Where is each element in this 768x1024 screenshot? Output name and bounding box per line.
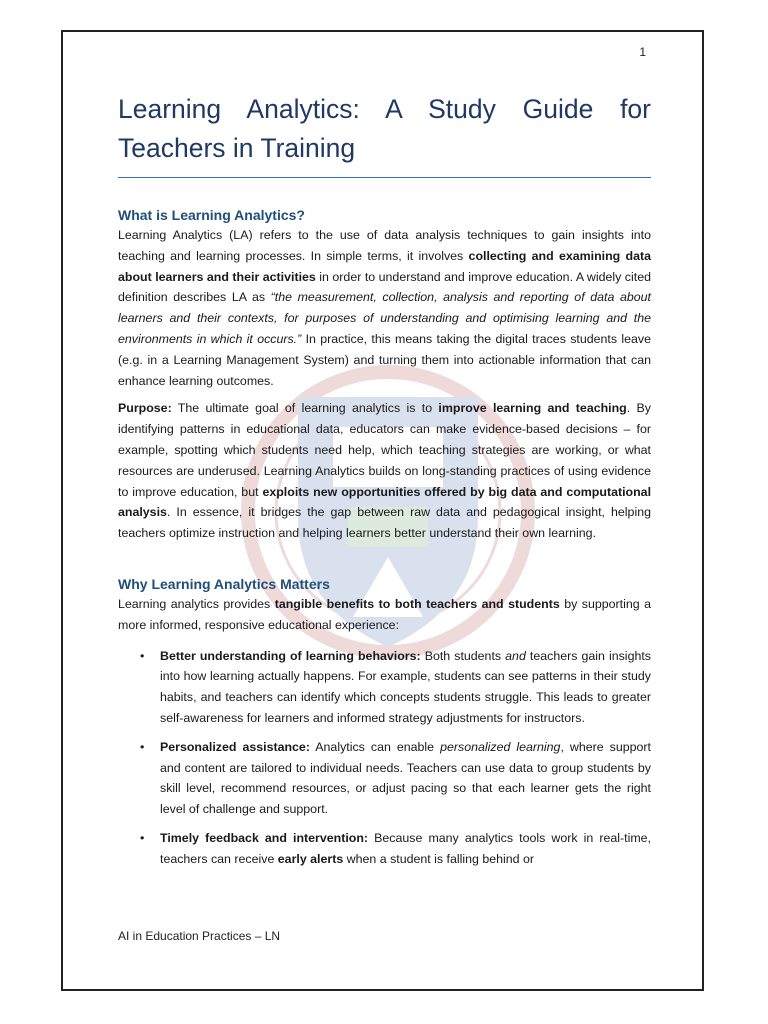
list-item xyxy=(140,828,651,870)
bullet-icon: • xyxy=(140,830,145,845)
list-item xyxy=(140,646,651,729)
paragraph-definition: Learning Analytics (LA) refers to the use of data analysis techniques to gain insights into teaching and learning processes. In simple terms, it involves collecting and examining data about learners and their activities in order to understand and improve education. A widely cited definition describes LA as “the measurement, collection, analysis and reporting of data about learners and their contexts, for purposes of understanding and optimising learning and the environments in which it occurs.” In practice, this means taking the digital traces students leave (e.g. in a Learning Management System) and turning them into actionable information that can enhance learning outcomes. xyxy=(118,228,651,388)
list-item-text: Better understanding of learning behaviors: Both students and teachers gain insights into how learning actually happens. For example, students can see patterns in their study habits, and teachers can identify which concepts students struggle. This leads to greater self-awareness for learners and informed strategy adjustments for instructors. xyxy=(160,648,651,725)
paragraph-purpose: Purpose: The ultimate goal of learning analytics is to improve learning and teaching. By identifying patterns in educational data, educators can make evidence-based decisions – for example, spotting which students need help, which teaching strategies are working, or what resources are underused. Learning Analytics builds on long-standing practices of using evidence to improve education, but exploits new opportunities offered by big data and computational analysis. In essence, it bridges the gap between raw data and pedagogical insight, helping teachers optimize instruction and helping learners better understand their own learning. xyxy=(118,401,652,541)
document-page xyxy=(61,30,704,991)
page-footer: AI in Education Practices – LN xyxy=(118,929,281,943)
section-heading-what-is-la: What is Learning Analytics? xyxy=(118,207,305,223)
document-title: Learning Analytics: A Study Guide for Teachers in Training xyxy=(118,94,651,163)
paragraph-benefits-intro: Learning analytics provides tangible benefits to both teachers and students by supporting a more informed, responsive educational experience: xyxy=(118,596,651,632)
benefits-list xyxy=(118,646,651,870)
bullet-icon: • xyxy=(140,648,145,663)
page-number: 1 xyxy=(639,45,646,59)
list-item xyxy=(140,737,651,820)
title-divider xyxy=(118,177,651,178)
list-item-text: Timely feedback and intervention: Because many analytics tools work in real-time, teachers can receive early alerts when a student is falling behind or xyxy=(160,830,651,866)
section-heading-why-la-matters: Why Learning Analytics Matters xyxy=(118,575,330,592)
list-item-text: Personalized assistance: Analytics can enable personalized learning, where support and content are tailored to individual needs. Teachers can use data to group students by skill level, recommend resources, or adjust pacing so that each learner gets the right level of challenge and support. xyxy=(160,739,651,817)
page-content xyxy=(118,90,651,878)
bullet-icon: • xyxy=(140,739,145,754)
